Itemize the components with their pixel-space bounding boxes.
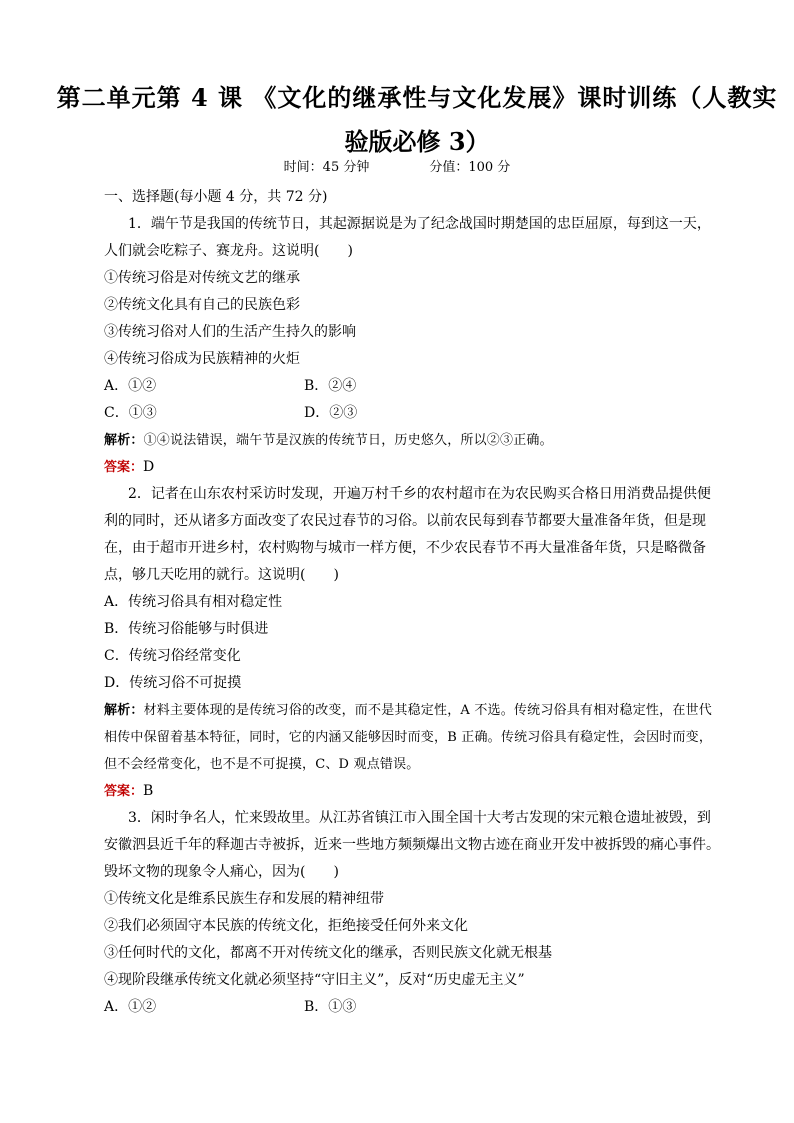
question-3-item: ③任何时代的文化，都离不开对传统文化的继承，否则民族文化就无根基 xyxy=(104,945,552,961)
question-3-stem: 3．闲时争名人，忙来毁故里。从江苏省镇江市入围全国十大考古发现的宋元粮仓遗址被毁，到安徽泗县近千年的释迦古寺被拆，近来一些地方频频爆出文物古迹在商业开发中被拆毁的痛心事件。毁坏文物的现象令人痛心，因为( ) xyxy=(104,810,720,880)
question-1-option-a: A．①② xyxy=(104,378,157,394)
question-1-options-row xyxy=(104,400,720,427)
explanation-label: 解析： xyxy=(104,703,144,718)
question-2-option-c: C．传统习俗经常变化 xyxy=(104,648,241,664)
question-1-stem: 1．端午节是我国的传统节日，其起源据说是为了纪念战国时期楚国的忠臣屈原，每到这一天，人们就会吃粽子、赛龙舟。这说明( ) xyxy=(104,216,711,259)
question-2-answer xyxy=(104,778,720,805)
title-line-1: 第二单元第 4 课 《文化的继承性与文化发展》课时训练（人教实 xyxy=(56,83,778,112)
answer-value: B xyxy=(143,783,154,799)
section-heading: 一、选择题(每小题 4 分，共 72 分) xyxy=(104,189,328,205)
question-3-item: ②我们必须固守本民族的传统文化，拒绝接受任何外来文化 xyxy=(104,918,468,934)
question-3-item: ④现阶段继承传统文化就必须坚持“守旧主义”，反对“历史虚无主义” xyxy=(104,972,525,988)
question-1-option-c: C．①③ xyxy=(104,405,157,421)
explanation-text: ①④说法错误，端午节是汉族的传统节日，历史悠久，所以②③正确。 xyxy=(143,433,553,448)
question-2-explanation xyxy=(104,697,720,778)
exam-meta xyxy=(0,158,794,178)
question-1-item: ①传统习俗是对传统文艺的继承 xyxy=(104,270,300,286)
question-1-item: ③传统习俗对人们的生活产生持久的影响 xyxy=(104,324,356,340)
document-title xyxy=(0,76,794,164)
question-2-option-d: D．传统习俗不可捉摸 xyxy=(104,675,242,691)
question-1-item: ②传统文化具有自己的民族色彩 xyxy=(104,297,300,313)
question-3-option-b: B．①③ xyxy=(304,999,357,1015)
question-2-option-a: A．传统习俗具有相对稳定性 xyxy=(104,594,283,610)
title-line-2: 验版必修 3） xyxy=(344,127,490,156)
question-2-stem: 2．记者在山东农村采访时发现，开遍万村千乡的农村超市在为农民购买合格日用消费品提供便利的同时，还从诸多方面改变了农民过春节的习俗。以前农民每到春节都要大量准备年货，但是现在，由于超市开进乡村，农村购物与城市一样方便，不少农民春节不再大量准备年货，只是略微备点，够几天吃用的就行。这说明( ) xyxy=(104,486,711,583)
question-2-option-b: B．传统习俗能够与时俱进 xyxy=(104,621,269,637)
question-3-options-row xyxy=(104,994,720,1021)
score-label: 分值：100 分 xyxy=(429,160,511,175)
question-1-item: ④传统习俗成为民族精神的火炬 xyxy=(104,351,300,367)
question-1-explanation xyxy=(104,427,720,454)
question-3-option-a: A．①② xyxy=(104,999,157,1015)
explanation-text: 材料主要体现的是传统习俗的改变，而不是其稳定性，A 不选。传统习俗具有相对稳定性，在世代相传中保留着基本特征，同时，它的内涵又能够因时而变，B 正确。传统习俗具有稳定性，会因时而变，但不会经常变化，也不是不可捉摸，C、D 观点错误。 xyxy=(104,703,713,772)
document-body xyxy=(104,184,720,1021)
question-1-options-row xyxy=(104,373,720,400)
explanation-label: 解析： xyxy=(104,433,144,448)
question-3-item: ①传统文化是维系民族生存和发展的精神纽带 xyxy=(104,891,384,907)
question-1-option-d: D．②③ xyxy=(304,405,358,421)
answer-label: 答案： xyxy=(104,460,144,475)
question-1-option-b: B．②④ xyxy=(304,378,357,394)
answer-label: 答案： xyxy=(104,784,144,799)
question-1-answer xyxy=(104,454,720,481)
answer-value: D xyxy=(143,459,155,475)
time-label: 时间：45 分钟 xyxy=(283,160,370,175)
